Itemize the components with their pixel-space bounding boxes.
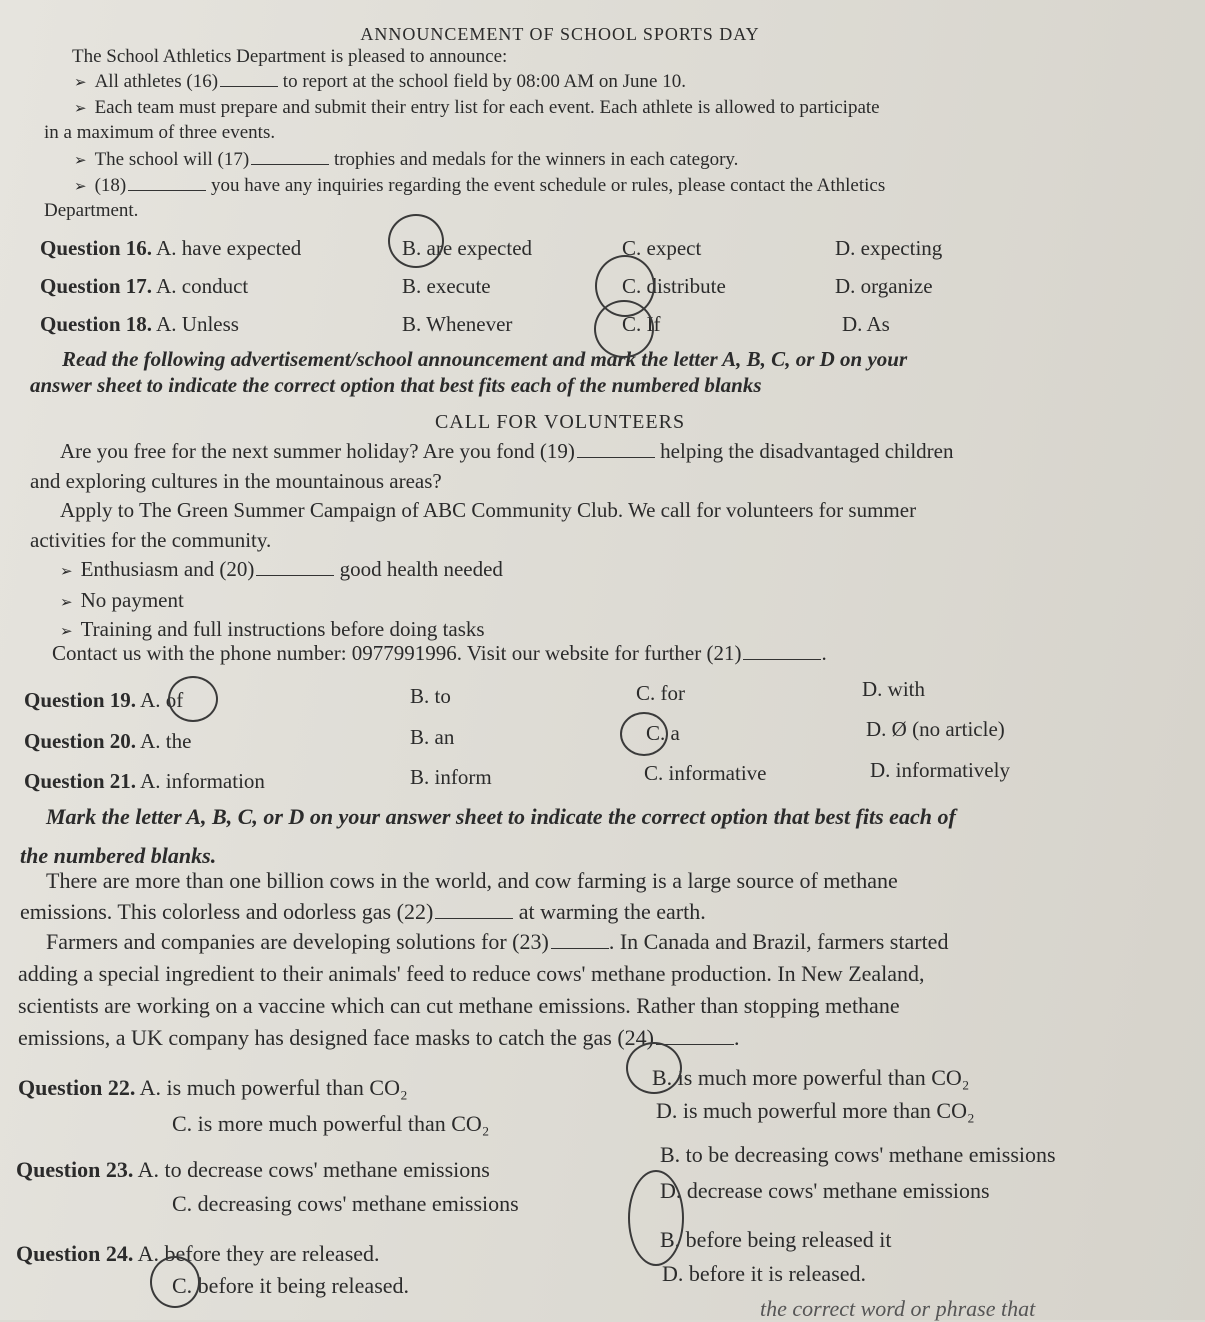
question-17-row: Question 17. A. conduct xyxy=(40,274,249,298)
blank-20 xyxy=(256,574,334,576)
volunteers-title: CALL FOR VOLUNTEERS xyxy=(434,411,686,433)
announcement-bullet-entry: ➢ Each team must prepare and submit their entry list for each event. Each athlete is allowed to participate xyxy=(74,96,880,121)
blank-22 xyxy=(435,917,513,919)
instruction-1-line1: Read the following advertisement/school announcement and mark the letter A, B, C, or D on your xyxy=(62,347,908,371)
question-18-row: Question 18. A. Unless xyxy=(40,312,239,336)
volunteers-bullet-training: ➢ Training and full instructions before doing tasks xyxy=(60,616,485,646)
q21-option-a[interactable]: A. information xyxy=(140,769,265,793)
q16-option-d[interactable]: D. expecting xyxy=(835,236,943,260)
q22-option-d[interactable]: D. is much powerful more than CO₂ xyxy=(656,1098,975,1123)
q17-option-b[interactable]: B. execute xyxy=(402,274,491,298)
q22-option-b[interactable]: B. is much more powerful than CO₂ xyxy=(652,1065,970,1090)
blank-18 xyxy=(128,189,206,191)
q24-option-c[interactable]: C. before it being released. xyxy=(172,1273,410,1298)
blank-19 xyxy=(577,456,655,458)
question-24-row: Question 24. A. before they are released. xyxy=(16,1241,380,1266)
q20-option-a[interactable]: A. the xyxy=(140,729,192,753)
methane-p1: There are more than one billion cows in the world, and cow farming is a large source of methane xyxy=(46,868,898,893)
volunteers-p2-cont: activities for the community. xyxy=(30,528,272,552)
methane-p2-line2: adding a special ingredient to their animals' feed to reduce cows' methane production. In New Zealand, xyxy=(18,961,925,986)
q23-option-c[interactable]: C. decreasing cows' methane emissions xyxy=(172,1191,519,1216)
volunteers-p1: Are you free for the next summer holiday? Are you fond (19) helping the disadvantaged children xyxy=(60,439,954,463)
q19-option-b[interactable]: B. to xyxy=(410,684,451,708)
q23-option-a[interactable]: A. to decrease cows' methane emissions xyxy=(137,1157,490,1182)
blank-21 xyxy=(743,658,821,660)
question-21-row: Question 21. A. information xyxy=(24,769,265,793)
q17-option-a[interactable]: A. conduct xyxy=(156,274,249,298)
instruction-2-line2: the numbered blanks. xyxy=(20,843,217,868)
announcement-title: ANNOUNCEMENT OF SCHOOL SPORTS DAY xyxy=(360,24,760,44)
q19-option-c[interactable]: C. for xyxy=(636,681,685,705)
q24-option-d[interactable]: D. before it is released. xyxy=(662,1261,867,1286)
question-19-row: Question 19. A. of xyxy=(24,688,184,712)
q16-option-a[interactable]: A. have expected xyxy=(156,236,302,260)
q16-option-c[interactable]: C. expect xyxy=(622,236,702,260)
q21-option-c[interactable]: C. informative xyxy=(644,761,767,785)
question-23-row: Question 23. A. to decrease cows' methane emissions xyxy=(16,1157,490,1182)
volunteers-p1-cont: and exploring cultures in the mountainous areas? xyxy=(30,469,442,493)
q17-option-c[interactable]: C. distribute xyxy=(622,274,726,298)
q17-option-d[interactable]: D. organize xyxy=(835,274,933,298)
instruction-1-line2: answer sheet to indicate the correct option that best fits each of the numbered blanks xyxy=(30,373,762,397)
announcement-bullet-17: ➢ The school will (17) trophies and medals for the winners in each category. xyxy=(74,148,738,173)
q24-option-a[interactable]: A. before they are released. xyxy=(137,1241,380,1266)
methane-p2-24: emissions, a UK company has designed face masks to catch the gas (24) . xyxy=(18,1025,740,1050)
instruction-2-line1: Mark the letter A, B, C, or D on your answer sheet to indicate the correct option that best fits each of xyxy=(46,804,956,829)
volunteers-bullet-20: ➢ Enthusiasm and (20) good health needed xyxy=(60,556,503,586)
question-22-row: Question 22. A. is much powerful than CO₂ xyxy=(18,1075,408,1100)
methane-p1-22: emissions. This colorless and odorless gas (22) at warming the earth. xyxy=(20,899,706,924)
announcement-bullet-entry-cont: in a maximum of three events. xyxy=(44,122,276,143)
announcement-bullet-18: ➢ (18) you have any inquiries regarding the event schedule or rules, please contact the Athletics xyxy=(74,174,885,199)
question-20-row: Question 20. A. the xyxy=(24,729,192,753)
q22-option-c[interactable]: C. is more much powerful than CO₂ xyxy=(172,1111,490,1136)
blank-24 xyxy=(656,1043,734,1045)
q23-option-b[interactable]: B. to be decreasing cows' methane emissions xyxy=(660,1142,1056,1167)
announcement-intro: The School Athletics Department is pleased to announce: xyxy=(72,46,508,67)
footer-fragment: the correct word or phrase that xyxy=(760,1296,1036,1321)
q20-option-d[interactable]: D. Ø (no article) xyxy=(866,717,1005,741)
q20-option-c[interactable]: C. a xyxy=(646,721,680,745)
methane-p2-23: Farmers and companies are developing solutions for (23) . In Canada and Brazil, farmers started xyxy=(46,929,949,954)
q16-option-b[interactable]: B. are expected xyxy=(402,236,533,260)
blank-17 xyxy=(251,163,329,165)
question-16-row: Question 16. A. have expected xyxy=(40,236,302,260)
blank-16 xyxy=(220,85,278,87)
q18-option-c[interactable]: C. If xyxy=(622,312,661,336)
q21-option-b[interactable]: B. inform xyxy=(410,765,492,789)
q18-option-a[interactable]: A. Unless xyxy=(156,312,239,336)
methane-p2-line3: scientists are working on a vaccine which can cut methane emissions. Rather than stopping methane xyxy=(18,993,900,1018)
q24-option-b[interactable]: B. before being released it xyxy=(660,1227,892,1252)
q18-option-d[interactable]: D. As xyxy=(842,312,890,336)
announcement-bullet-16: ➢ All athletes (16) to report at the school field by 08:00 AM on June 10. xyxy=(74,70,686,95)
q19-option-d[interactable]: D. with xyxy=(862,677,925,701)
q21-option-d[interactable]: D. informatively xyxy=(870,758,1010,782)
q20-option-b[interactable]: B. an xyxy=(410,725,455,749)
q22-option-a[interactable]: A. is much powerful than CO₂ xyxy=(139,1075,408,1100)
q18-option-b[interactable]: B. Whenever xyxy=(402,312,513,336)
volunteers-contact: Contact us with the phone number: 0977991996. Visit our website for further (21) . xyxy=(52,641,827,665)
q19-option-a[interactable]: A. of xyxy=(140,688,184,712)
blank-23 xyxy=(551,947,609,949)
announcement-bullet-18-cont: Department. xyxy=(44,200,139,221)
volunteers-bullet-payment: ➢ No payment xyxy=(60,587,184,617)
q23-option-d[interactable]: D. decrease cows' methane emissions xyxy=(660,1178,990,1203)
volunteers-p2: Apply to The Green Summer Campaign of ABC Community Club. We call for volunteers for summer xyxy=(60,498,917,522)
